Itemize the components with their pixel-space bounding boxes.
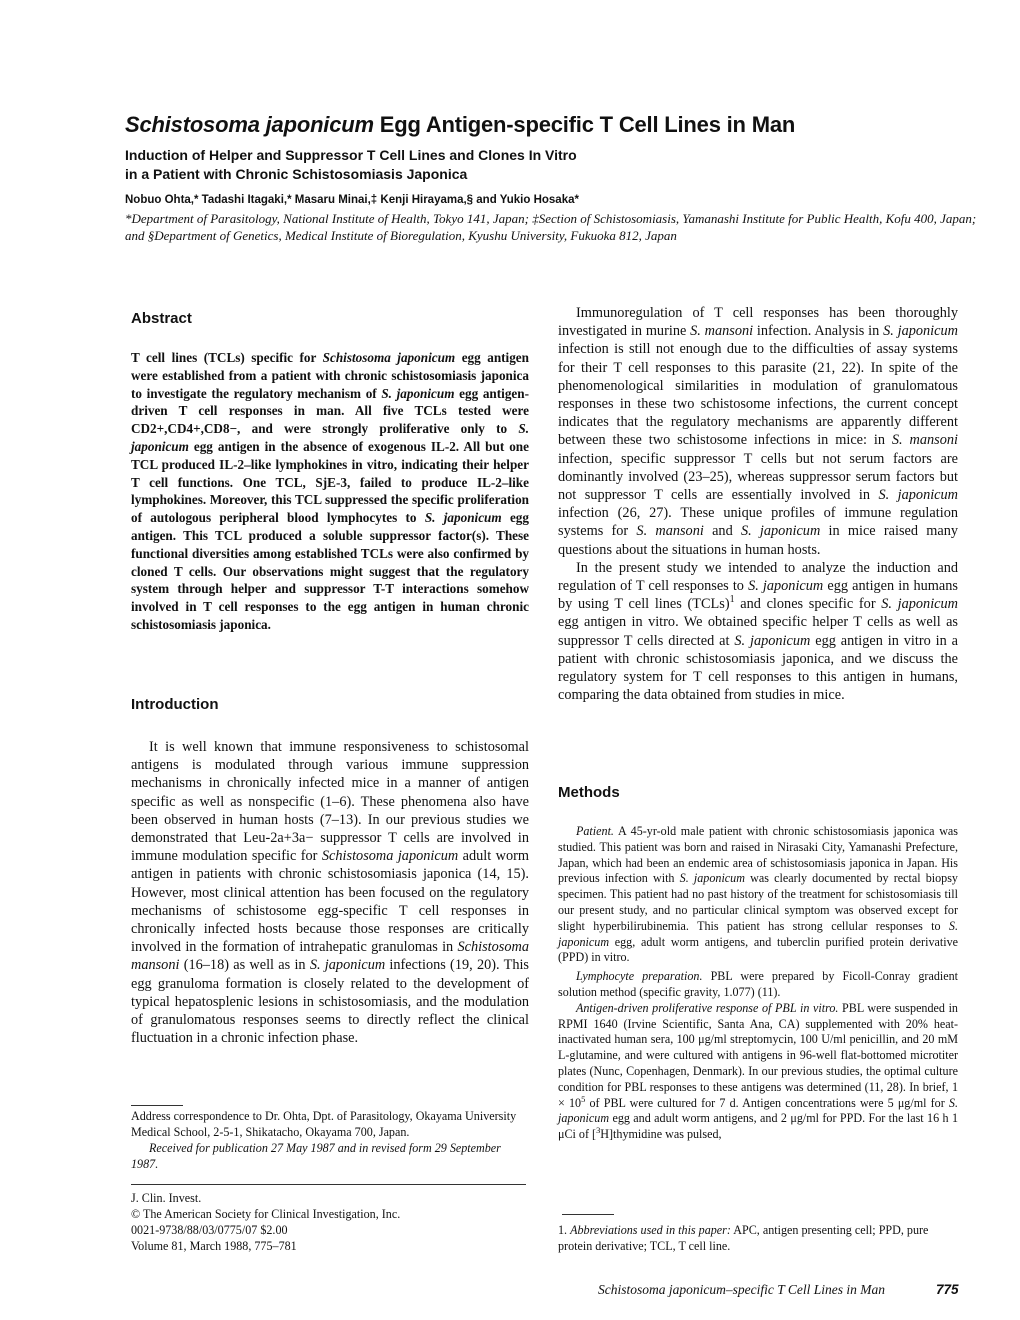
methods-lymphocyte-preparation: Lymphocyte preparation. PBL were prepared by Ficoll-Conray gradient solution method (specific gravity, 1.077) (11). bbox=[558, 969, 959, 999]
methods-heading: Methods bbox=[558, 784, 620, 801]
footnote-abbreviations: 1. Abbreviations used in this paper: APC, antigen presenting cell; PPD, pure protein derivative; TCL, T cell line. bbox=[558, 1223, 929, 1253]
methods-patient: Patient. A 45-yr-old male patient with chronic schistosomiasis japonica was studied. This patient was born and raised in Nirasaki City, Yamanashi Prefecture, Japan, which had been an endemic area of schistosomiasis japonica in Japan. His previous infection with S. japonicum was clearly documented by rectal biopsy specimen. This patient had no past history of the treatment for schistosomiasis till our present study, and no particular clinical symptom was observed except for slight hyperbilirubinemia. This patient has strong cellular responses to S. japonicum egg, adult worm antigens, and tuberclin purified protein derivative (PPD) in vitro. bbox=[558, 824, 958, 965]
title-rest: Egg Antigen-specific T Cell Lines in Man bbox=[373, 112, 796, 137]
title-italic: Schistosoma japonicum bbox=[125, 112, 374, 137]
running-title: Schistosoma japonicum–specific T Cell Lines in Man bbox=[598, 1282, 885, 1297]
journal-info bbox=[131, 1190, 529, 1254]
page-number: 775 bbox=[936, 1282, 959, 1297]
author-list: Nobuo Ohta,* Tadashi Itagaki,* Masaru Minai,‡ Kenji Hirayama,§ and Yukio Hosaka* bbox=[125, 194, 579, 206]
affiliations: *Department of Parasitology, National Institute of Health, Tokyo 141, Japan; ‡Section of Schistosomiasis, Yamanashi Institute for Public Health, Kofu 400, Japan; and §Department of Genetics, Medical Institute of Bioregulation, Kyushu University, Fukuoka 812, Japan bbox=[125, 211, 977, 243]
subtitle-line-1: Induction of Helper and Suppressor T Cell Lines and Clones In Vitro bbox=[125, 147, 577, 163]
divider bbox=[131, 1105, 183, 1106]
abstract-heading: Abstract bbox=[131, 310, 192, 327]
article-title bbox=[125, 112, 985, 138]
article-subtitle bbox=[125, 146, 985, 184]
methods-text bbox=[558, 824, 958, 1143]
introduction-paragraph-1: It is well known that immune responsiveness to schistosomal antigens is modulated through various immune suppression mechanisms in chronically infected mice in a manner of antigen specific as well as nonspecific (1–6). These phenomena also have been observed in human hosts (7–13). In our previous studies we demonstrated that Leu-2a+3a− suppressor T cells are involved in immune modulation specific for Schistosoma japonicum adult worm antigen in patients with chronic schistosomiasis japonica (14, 15). However, most clinical attention has been focused on the regulatory mechanisms of schistosome egg-specific T cell responses in chronically infected hosts because those responses are critically involved in the formation of intrahepatic granulomas in Schistosoma mansoni (16–18) as well as in S. japonicum infections (19, 20). This egg granuloma formation is closely related to the development of typical hepatosplenic lesions in schistosomiasis, and the modulation of granulomatous responses seems to directly reflect the clinical fluctuation in a chronic infection phase. bbox=[131, 739, 530, 1047]
volume-info: Volume 81, March 1988, 775–781 bbox=[131, 1239, 297, 1253]
abstract-text: T cell lines (TCLs) specific for Schistosoma japonicum egg antigen were established from a patient with chronic schistosomiasis japonica to investigate the regulatory mechanism of S. japonicum egg antigen-driven T cell responses in man. All five TCLs tested were CD2+,CD4+,CD8−, and were strongly proliferative only to S. japonicum egg antigen in the absence of exogenous IL-2. All but one TCL produced IL-2–like lymphokines in vitro, indicating their helper T cell functions. One TCL, SjE-3, failed to produce IL-2–like lymphokines. Moreover, this TCL suppressed the specific proliferation of autologous peripheral blood lymphocytes to S. japonicum egg antigen. This TCL produced a soluble suppressor factor(s). These functional diversities among established TCLs were also confirmed by cloned T cells. Our observations might suggest that the regulatory system through helper and suppressor T-T interactions somehow involved in T cell responses to the egg antigen in human chronic schistosomiasis japonica. bbox=[131, 350, 529, 632]
methods-proliferative-response: Antigen-driven proliferative response of PBL in vitro. PBL were suspended in RPMI 1640 (Irvine Scientific, Santa Ana, CA) supplemented with 20% heat-inactivated human sera, 100 μg/ml streptomycin, 100 U/ml penicillin, and 20 mM L-glutamine, and were cultured with antigens in 96-well flat-bottomed microtiter plates (Nunc, Copenhagen, Denmark). In our previous studies, the optimal culture condition for PBL responses to these antigens was determined (11, 28). In brief, $1 \times 10^5$ of PBL were cultured for 7 d. Antigen concentrations were 5 μg/ml for S. japonicum egg and adult worm antigens, and 2 μg/ml for PPD. For the last 16 h 1 μCi of [$^3$H]thymidine was pulsed, bbox=[558, 1000, 958, 1142]
introduction-heading: Introduction bbox=[131, 696, 219, 713]
subtitle-line-2: in a Patient with Chronic Schistosomiasis Japonica bbox=[125, 166, 468, 182]
journal-name: J. Clin. Invest. bbox=[131, 1191, 202, 1205]
correspondence-note: Address correspondence to Dr. Ohta, Dpt. of Parasitology, Okayama University Medical School, 2-5-1, Shikatacho, Okayama 700, Japan. Received for publication 27 May 1987 and in revised form 29 September 1987. bbox=[131, 1109, 517, 1171]
copyright: © The American Society for Clinical Investigation, Inc. bbox=[131, 1207, 401, 1221]
divider bbox=[131, 1184, 526, 1185]
divider bbox=[562, 1214, 614, 1215]
introduction-paragraphs-continued: Immunoregulation of T cell responses has been thoroughly investigated in murine S. mansoni infection. Analysis in S. japonicum infection is still not enough due to the difficulties of assay systems for their T cell responses to this parasite (21, 22). In spite of the phenomenological similarities in modulation of granulomatous responses in these two schistosome infections, the current concept indicates that the regulatory mechanisms are apparently different between these two schistosome infections in mice: in S. mansoni infection, specific suppressor T cells but not serum factors are dominantly involved (23–25), whereas suppressor serum factors but not suppressor T cells are essentially involved in S. japonicum infection (26, 27). These unique profiles of immune regulation systems for S. mansoni and S. japonicum in mice raised many questions about the situations in human hosts. In the present study we intended to analyze the induction and regulation of T cell responses to S. japonicum egg antigen in humans by using T cell lines (TCLs)$^1$ and clones specific for S. japonicum egg antigen in vitro. We obtained specific helper T cells as well as suppressor T cells directed at S. japonicum egg antigen in vitro in a patient with chronic schistosomiasis japonica, and we discuss the regulatory system for T cell responses to this antigen in humans, comparing the data obtained from studies in mice. bbox=[558, 305, 959, 704]
issn: 0021-9738/88/03/0775/07 $2.00 bbox=[131, 1223, 288, 1237]
